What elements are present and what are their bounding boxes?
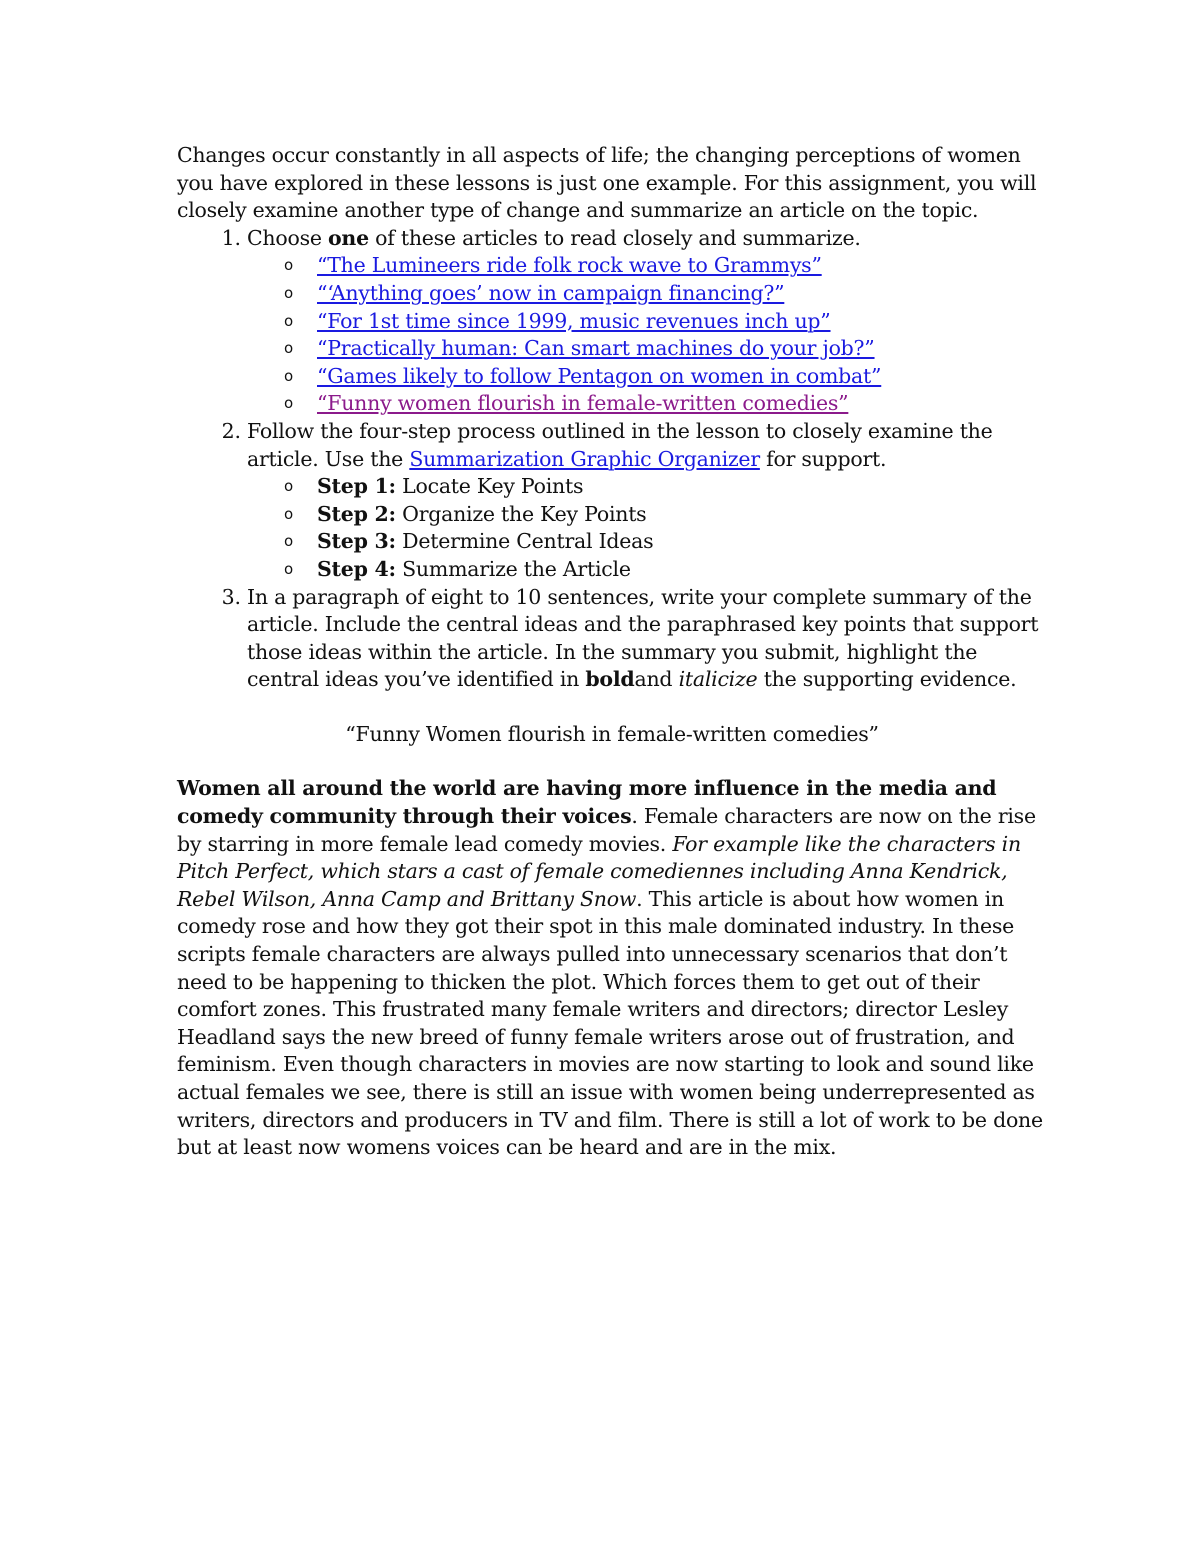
process-step-label: Step 1:	[317, 474, 396, 499]
document-body	[177, 142, 1047, 1162]
process-step-text: Summarize the Article	[395, 556, 631, 581]
article-link-music-revenues[interactable]: “For 1st time since 1999, music revenues inch up”	[317, 308, 831, 333]
step-1-text-pre: Choose	[247, 225, 328, 250]
article-item	[317, 390, 1047, 418]
process-step-text: Locate Key Points	[395, 474, 584, 499]
step-3-text-post: the supporting evidence.	[757, 667, 1017, 692]
process-step-label: Step 4:	[317, 556, 396, 581]
summary-central-idea: Women all around the world are having more influence in the media and comedy community through their voices	[177, 776, 997, 829]
process-step	[317, 528, 1047, 556]
step-3-text-pre: In a paragraph of eight to 10 sentences, write your complete summary of the article. Include the central ideas and the paraphrased key points that support those ideas within the article. In the summary you submit, highlight the central ideas you’ve identified in	[247, 584, 1039, 692]
article-link-lumineers[interactable]: “The Lumineers ride folk rock wave to Grammys”	[317, 253, 822, 278]
summary-text: . Female characters are now on the rise by starring in more female lead comedy movies.	[177, 804, 1036, 856]
step-3-text-italic: italicize	[678, 667, 758, 692]
article-link-women-in-combat[interactable]: “Games likely to follow Pentagon on women in combat”	[317, 363, 882, 388]
process-step-label: Step 3:	[317, 529, 396, 554]
step-1-text-bold: one	[328, 225, 369, 250]
graphic-organizer-link[interactable]: Summarization Graphic Organizer	[409, 446, 760, 471]
article-list	[247, 252, 1047, 418]
article-item	[317, 335, 1047, 363]
process-steps-list	[247, 473, 1047, 583]
summary-paragraph	[177, 775, 1047, 1161]
process-step	[317, 473, 1047, 501]
article-link-smart-machines[interactable]: “Practically human: Can smart machines do your job?”	[317, 336, 875, 361]
article-title: “Funny Women flourish in female-written comedies”	[345, 721, 879, 746]
step-3	[247, 584, 1047, 694]
process-step-label: Step 2:	[317, 501, 396, 526]
article-link-campaign-financing[interactable]: “‘Anything goes’ now in campaign financing?”	[317, 280, 785, 305]
step-1	[247, 225, 1047, 418]
article-item	[317, 280, 1047, 308]
process-step-text: Determine Central Ideas	[395, 529, 654, 554]
process-step	[317, 556, 1047, 584]
step-1-text-post: of these articles to read closely and summarize.	[368, 225, 861, 250]
step-2-text-pre: Follow the four-step process outlined in the lesson to closely examine the article. Use the	[247, 418, 993, 471]
process-step-text: Organize the Key Points	[395, 501, 647, 526]
article-link-funny-women[interactable]: “Funny women flourish in female-written comedies”	[317, 391, 849, 416]
summary-supporting-evidence: For example like the characters in Pitch Perfect, which stars a cast of female comediennes including Anna Kendrick, Rebel Wilson, Anna Camp and Brittany Snow	[177, 831, 1021, 911]
summary-text-rest: . This article is about how women in comedy rose and how they got their spot in this male dominated industry. In these scripts female characters are always pulled into unnecessary scenarios that don’t need to be happening to thicken the plot. Which forces them to get out of their comfort zones. This frustrated many female writers and directors; director Lesley Headland says the new breed of funny female writers arose out of frustration, and feminism. Even though characters in movies are now starting to look and sound like actual females we see, there is still an issue with women being underrepresented as writers, directors and producers in TV and film. There is still a lot of work to be done but at least now womens voices can be heard and are in the mix.	[177, 886, 1043, 1160]
step-3-text-bold: bold	[585, 667, 635, 692]
article-item	[317, 308, 1047, 336]
assignment-steps	[177, 225, 1047, 694]
step-3-text-mid: and	[634, 667, 679, 692]
process-step	[317, 501, 1047, 529]
article-item	[317, 252, 1047, 280]
step-2-text-post: for support.	[759, 446, 887, 471]
step-2	[247, 418, 1047, 584]
article-item	[317, 363, 1047, 391]
intro-paragraph: Changes occur constantly in all aspects of life; the changing perceptions of women you have explored in these lessons is just one example. For this assignment, you will closely examine another type of change and summarize an article on the topic.	[177, 143, 1037, 223]
